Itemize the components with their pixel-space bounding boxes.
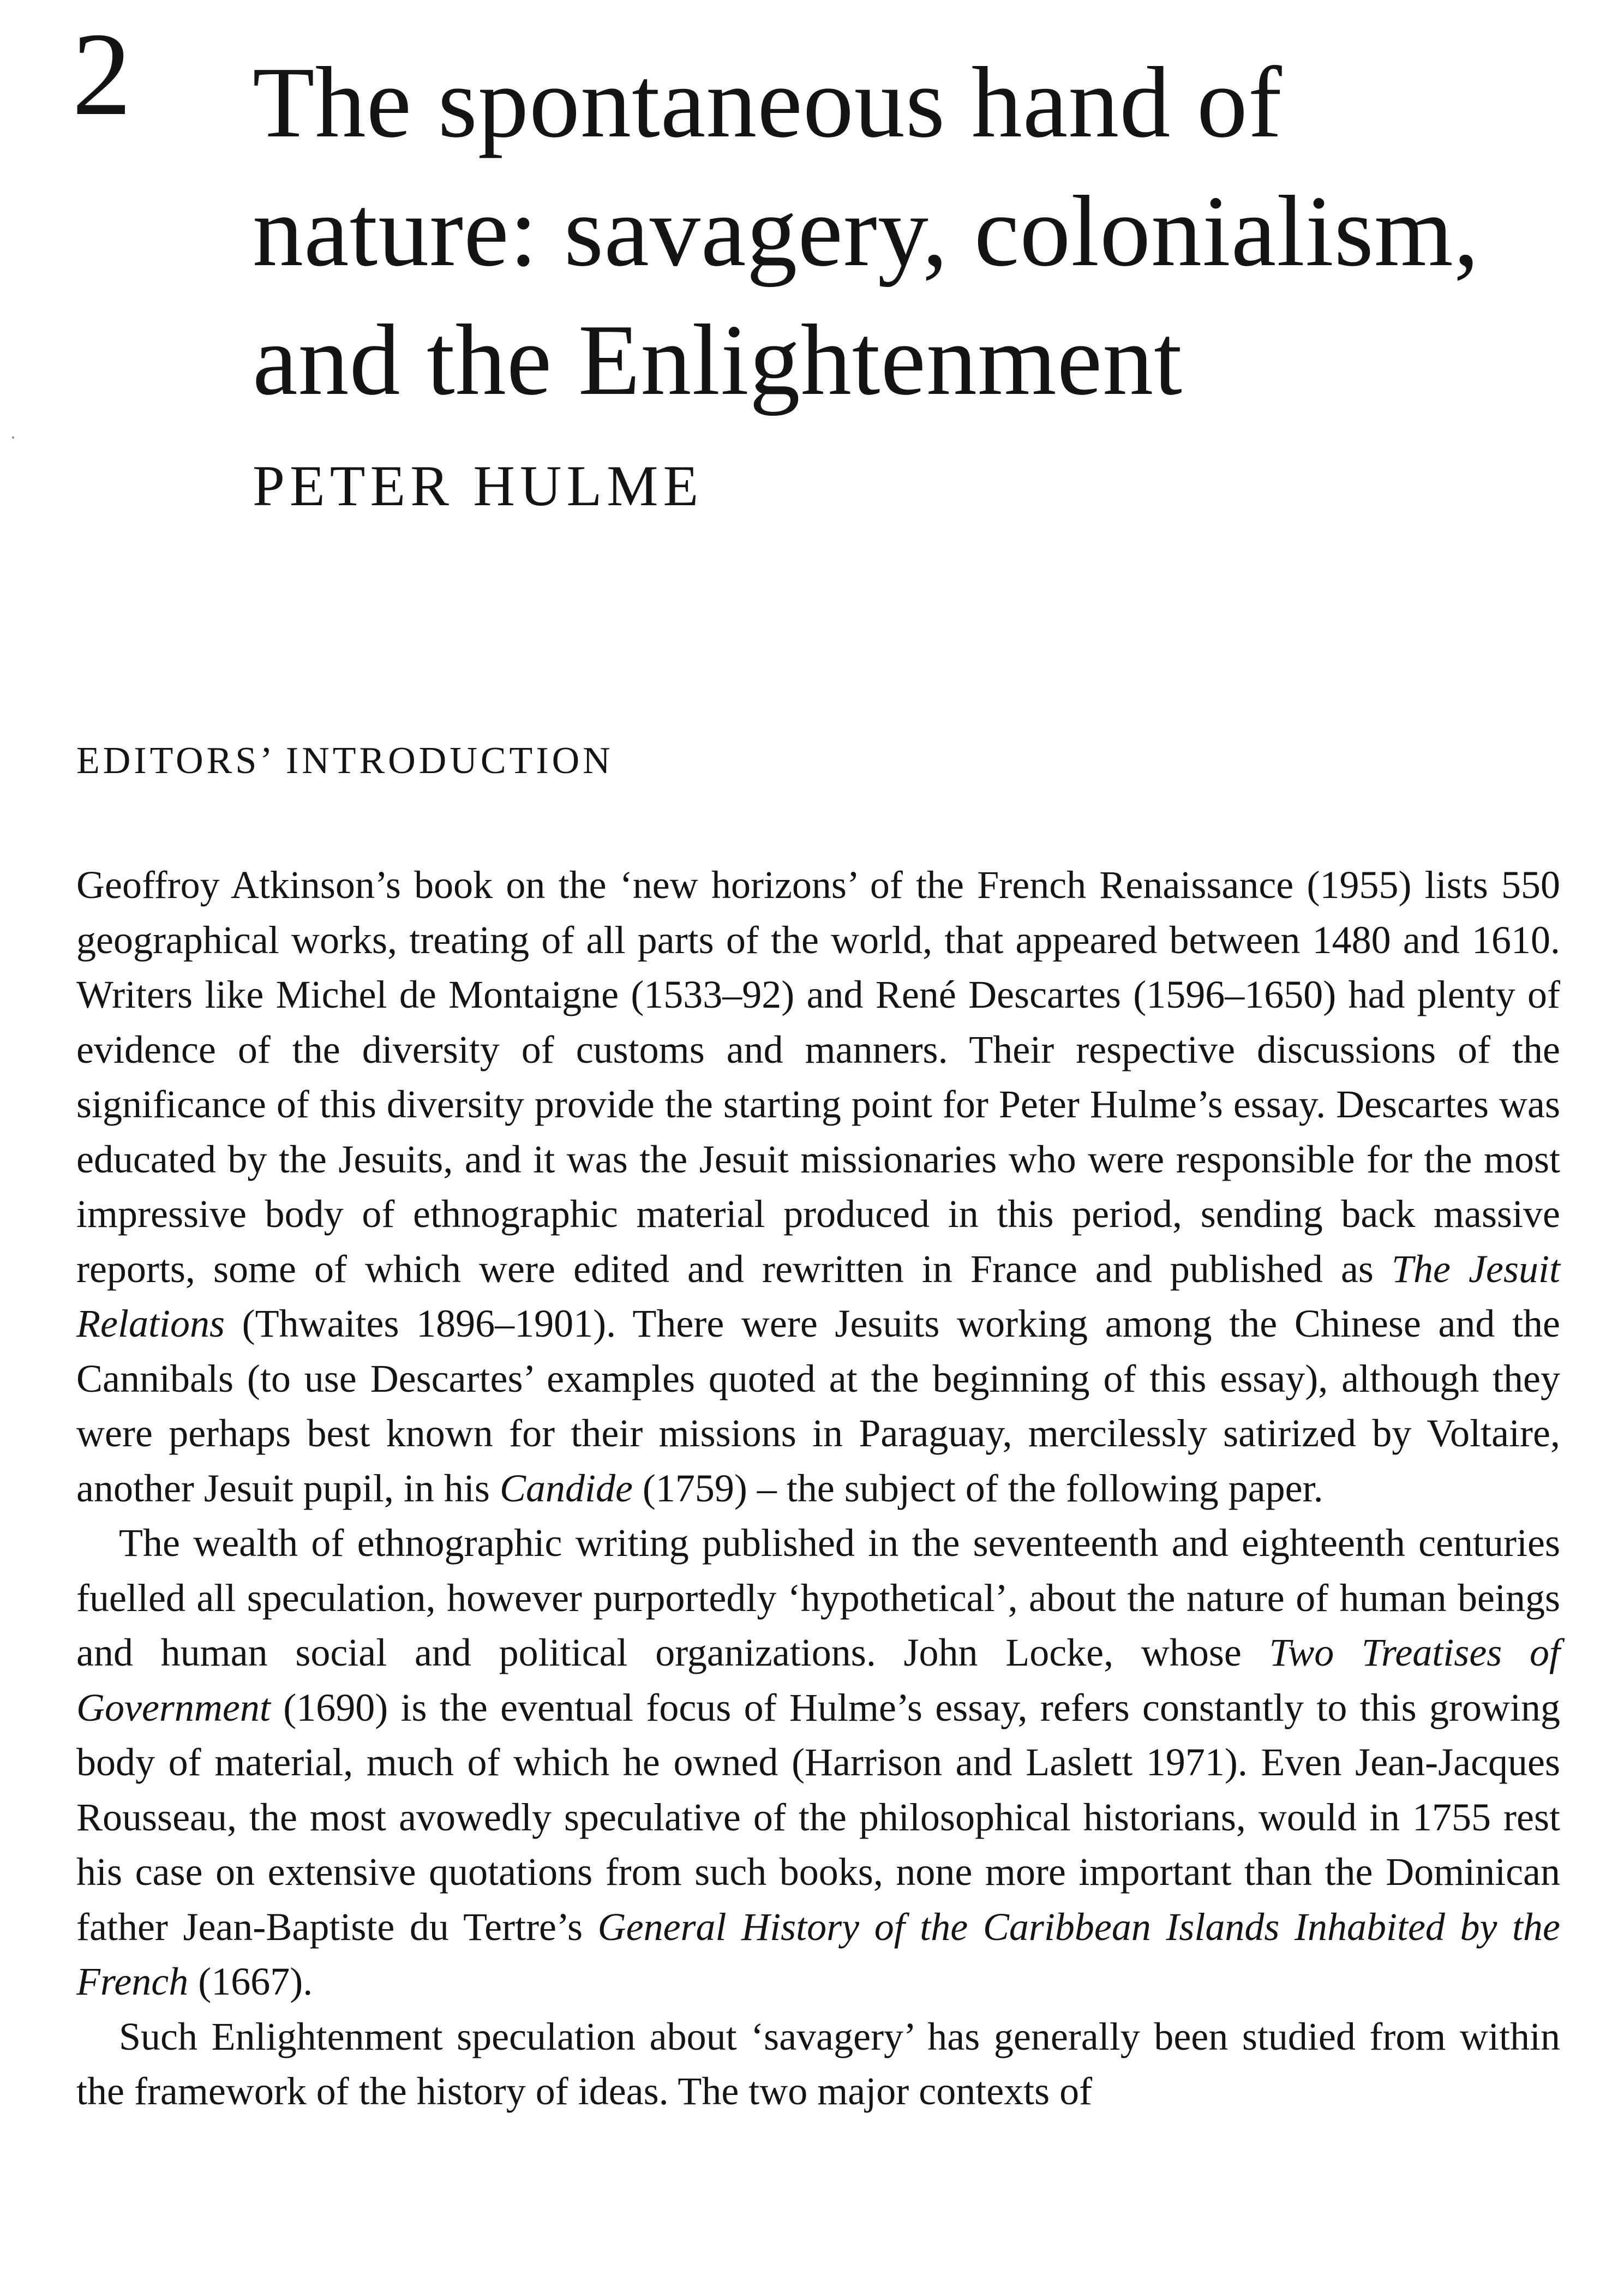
chapter-title-line: The spontaneous hand of	[253, 46, 1283, 159]
italic-title: Candide	[499, 1466, 633, 1510]
italic-title: The Jesuit Relations	[76, 1247, 1560, 1345]
section-heading: EDITORS’ INTRODUCTION	[76, 740, 614, 782]
paragraph-text: Such Enlightenment speculation about ‘savagery’ has generally been studied from within the framework of the history of ideas. The two major contexts of	[76, 2014, 1560, 2113]
paragraph-text: (Thwaites 1896–1901). There were Jesuits working among the Chinese and the Cannibals (to use Descartes’ examples quoted at the beginning of this essay), although they were perhaps best known for their missions in Paraguay, mercilessly satirized by Voltaire, another Jesuit pupil, in his	[76, 1302, 1560, 1510]
chapter-number: 2	[72, 9, 131, 140]
paragraph-text: (1690) is the eventual focus of Hulme’s essay, refers constantly to this growing body of material, much of which he owned (Harrison and Laslett 1971). Even Jean-Jacques Rousseau, the most avowedly speculative of the philosophical historians, would in 1755 rest his case on extensive quotations from such books, none more important than the Dominican father Jean-Baptiste du Tertre’s	[76, 1685, 1560, 1949]
author-name: PETER HULME	[253, 454, 704, 518]
chapter-title	[253, 38, 1584, 424]
italic-title: General History of the Caribbean Islands Inhabited by the French	[76, 1905, 1561, 2003]
scan-speck	[12, 436, 14, 439]
chapter-title-line: nature: savagery, colonialism,	[253, 175, 1480, 288]
paragraph-text: (1667).	[188, 1960, 313, 2003]
paragraph-text: Geoffroy Atkinson’s book on the ‘new horizons’ of the French Renaissance (1955) lists 550 geographical works, treating of all parts of the world, that appeared between 1480 and 1610. Writers like Michel de Montaigne (1533–92) and René Descartes (1596–1650) had plenty of evidence of the diversity of customs and manners. Their respective discussions of the significance of this diversity provide the starting point for Peter Hulme’s essay. Descartes was educated by the Jesuits, and it was the Jesuit missionaries who were responsible for the most impressive body of ethnographic material produced in this period, sending back massive reports, some of which were edited and rewritten in France and published as	[76, 863, 1560, 1291]
chapter-title-line: and the Enlightenment	[253, 304, 1183, 416]
paragraph-3	[76, 2009, 1560, 2119]
paragraph-text: The wealth of ethnographic writing published in the seventeenth and eighteenth centuries fuelled all speculation, however purportedly ‘hypothetical’, about the nature of human beings and human social and political organizations. John Locke, whose	[76, 1521, 1560, 1674]
body-text	[76, 858, 1560, 2119]
paragraph-2	[76, 1516, 1560, 2009]
italic-title: Two Treatises of Government	[76, 1631, 1561, 1729]
paragraph-1	[76, 858, 1560, 1516]
paragraph-text: (1759) – the subject of the following paper.	[632, 1466, 1323, 1510]
